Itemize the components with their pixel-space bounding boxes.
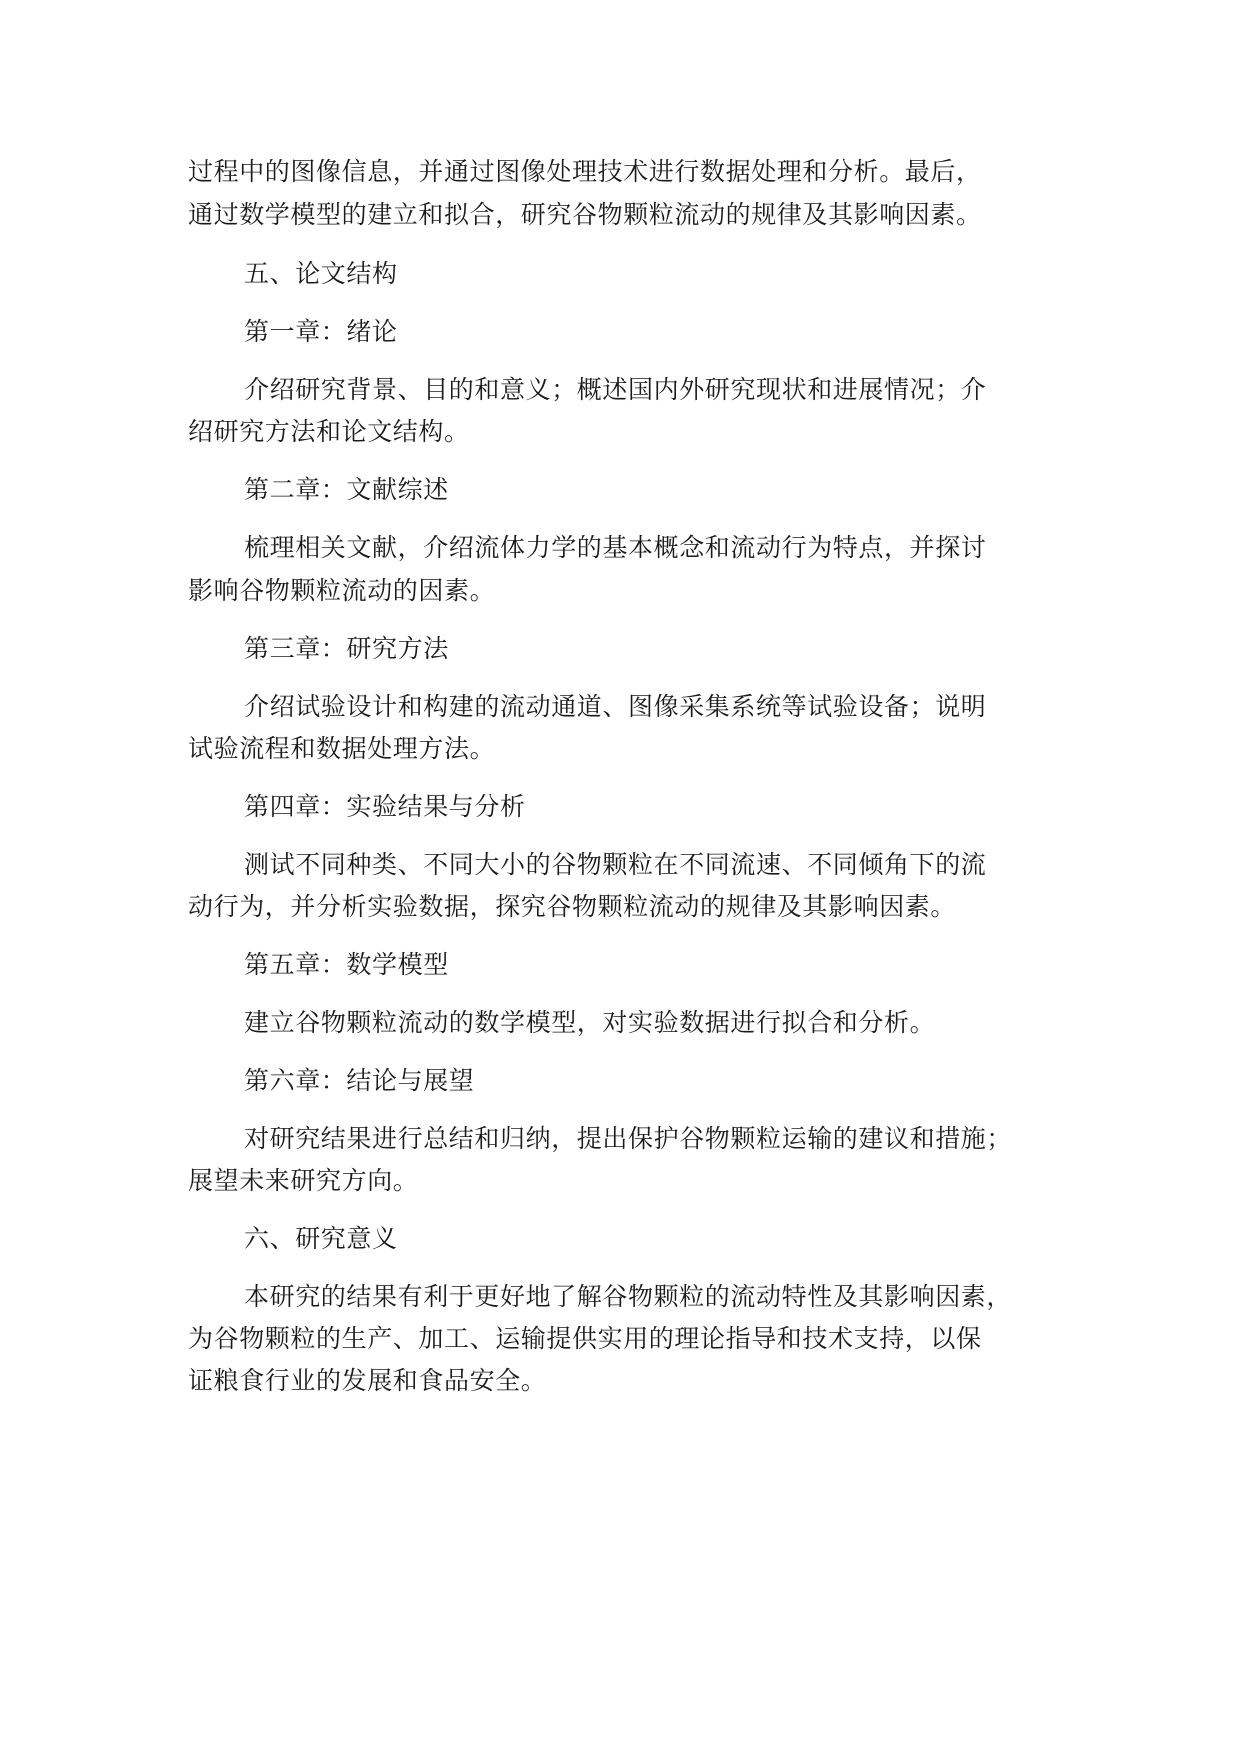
- chapter-description-line: 测试不同种类、不同大小的谷物颗粒在不同流速、不同倾角下的流: [244, 850, 987, 879]
- chapter-heading: 第六章：结论与展望: [244, 1066, 475, 1095]
- significance-paragraph-line: 本研究的结果有利于更好地了解谷物颗粒的流动特性及其影响因素，: [244, 1282, 1013, 1311]
- chapter-description-line: 展望未来研究方向。: [188, 1166, 419, 1195]
- chapter-description-line: 建立谷物颗粒流动的数学模型，对实验数据进行拟合和分析。: [244, 1008, 936, 1037]
- chapter-heading: 第五章：数学模型: [244, 950, 449, 979]
- chapter-description-line: 动行为，并分析实验数据，探究谷物颗粒流动的规律及其影响因素。: [188, 892, 957, 921]
- paragraph-continuation-line: 过程中的图像信息，并通过图像处理技术进行数据处理和分析。最后，: [188, 157, 982, 186]
- chapter-description-line: 介绍研究背景、目的和意义；概述国内外研究现状和进展情况；介: [244, 375, 987, 404]
- section-heading: 五、论文结构: [244, 259, 398, 288]
- chapter-heading: 第三章：研究方法: [244, 634, 449, 663]
- chapter-description-line: 介绍试验设计和构建的流动通道、图像采集系统等试验设备；说明: [244, 692, 987, 721]
- chapter-heading: 第一章：绪论: [244, 317, 398, 346]
- section-heading: 六、研究意义: [244, 1224, 398, 1253]
- chapter-description-line: 对研究结果进行总结和归纳，提出保护谷物颗粒运输的建议和措施；: [244, 1124, 1013, 1153]
- chapter-description-line: 绍研究方法和论文结构。: [188, 417, 470, 446]
- chapter-heading: 第二章：文献综述: [244, 475, 449, 504]
- chapter-description-line: 试验流程和数据处理方法。: [188, 734, 496, 763]
- significance-paragraph-line: 证粮食行业的发展和食品安全。: [188, 1366, 547, 1395]
- significance-paragraph-line: 为谷物颗粒的生产、加工、运输提供实用的理论指导和技术支持，以保: [188, 1324, 982, 1353]
- chapter-heading: 第四章：实验结果与分析: [244, 792, 526, 821]
- paragraph-continuation-line: 通过数学模型的建立和拟合，研究谷物颗粒流动的规律及其影响因素。: [188, 200, 982, 229]
- chapter-description-line: 影响谷物颗粒流动的因素。: [188, 576, 496, 605]
- chapter-description-line: 梳理相关文献，介绍流体力学的基本概念和流动行为特点，并探讨: [244, 533, 987, 562]
